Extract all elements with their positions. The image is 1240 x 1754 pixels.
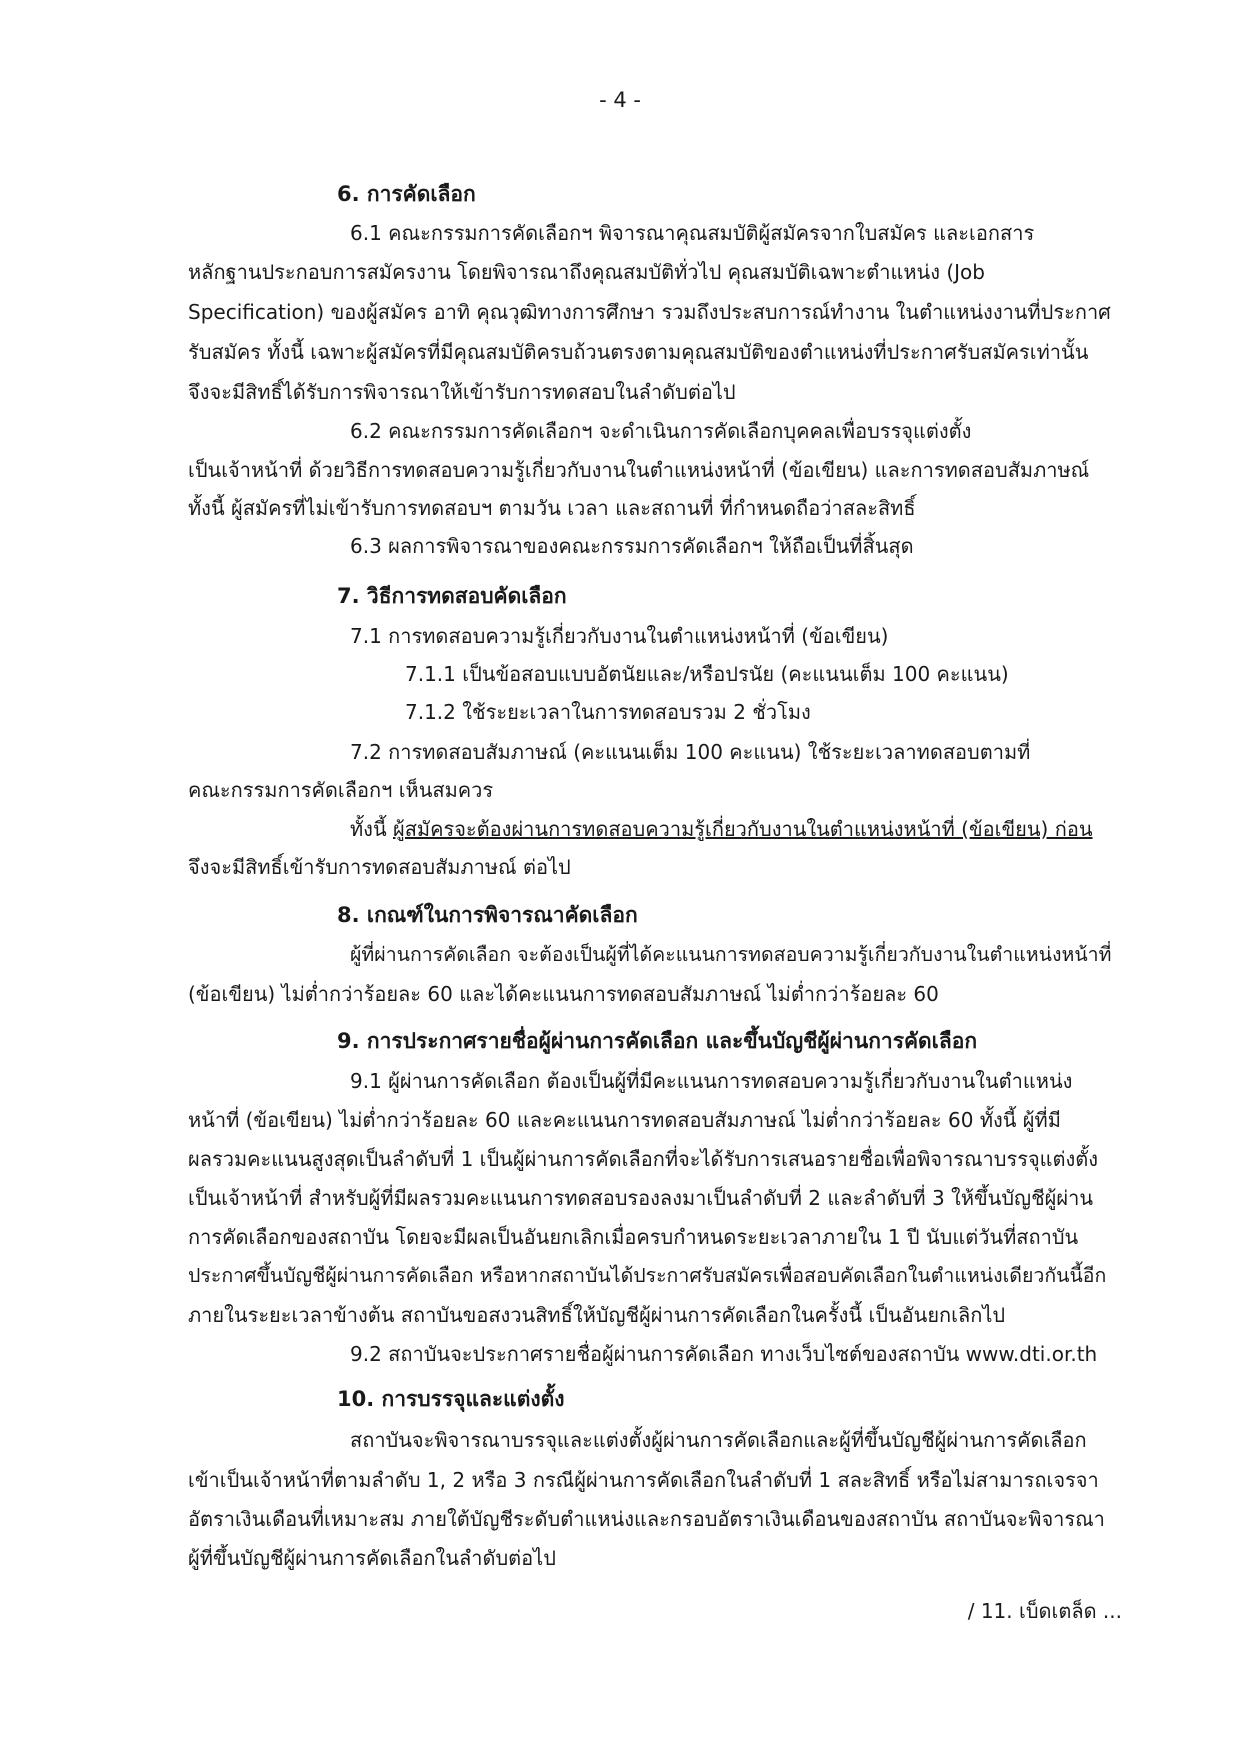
page-number: - 4 -	[599, 88, 641, 112]
s10-line2: เข้าเป็นเจ้าหน้าที่ตามลำดับ 1, 2 หรือ 3 กรณีผู้ผ่านการคัดเลือกในลำดับที่ 1 สละสิทธิ์ หรือไม่สามารถเจรจา	[188, 1468, 1099, 1492]
s9-p1-line3: ผลรวมคะแนนสูงสุดเป็นลำดับที่ 1 เป็นผู้ผ่านการคัดเลือกที่จะได้รับการเสนอรายชื่อเพื่อพิจารณาบรรจุแต่งตั้ง	[188, 1147, 1099, 1171]
s7-note-prefix: ทั้งนี้	[350, 817, 393, 841]
s6-p2-line1: 6.2 คณะกรรมการคัดเลือกฯ จะดำเนินการคัดเลือกบุคคลเพื่อบรรจุแต่งตั้ง	[350, 419, 972, 443]
s6-p2-line3: ทั้งนี้ ผู้สมัครที่ไม่เข้ารับการทดสอบฯ ตามวัน เวลา และสถานที่ ที่กำหนดถือว่าสละสิทธิ์	[188, 496, 916, 520]
section-8-title: 8. เกณฑ์ในการพิจารณาคัดเลือก	[337, 903, 638, 927]
s6-p1-line3: Specification) ของผู้สมัคร อาทิ คุณวุฒิทางการศึกษา รวมถึงประสบการณ์ทำงาน ในตำแหน่งงานที่ประกาศ	[188, 300, 1111, 324]
s6-p1-line2: หลักฐานประกอบการสมัครงาน โดยพิจารณาถึงคุณสมบัติทั่วไป คุณสมบัติเฉพาะตำแหน่ง (Job	[188, 260, 985, 284]
s7-item-7-2-line2: คณะกรรมการคัดเลือกฯ เห็นสมควร	[188, 778, 494, 802]
s9-p2: 9.2 สถาบันจะประกาศรายชื่อผู้ผ่านการคัดเลือก ทางเว็บไซต์ของสถาบัน www.dti.or.th	[350, 1342, 1098, 1366]
s6-p3: 6.3 ผลการพิจารณาของคณะกรรมการคัดเลือกฯ ให้ถือเป็นที่สิ้นสุด	[350, 534, 914, 558]
section-7-title: 7. วิธีการทดสอบคัดเลือก	[337, 584, 567, 608]
s7-item-7-1-2: 7.1.2 ใช้ระยะเวลาในการทดสอบรวม 2 ชั่วโมง	[405, 700, 811, 724]
s9-p1-line7: ภายในระยะเวลาข้างต้น สถาบันขอสงวนสิทธิ์ให้บัญชีผู้ผ่านการคัดเลือกในครั้งนี้ เป็นอันยกเลิกไป	[188, 1303, 1006, 1327]
s10-line4: ผู้ที่ขึ้นบัญชีผู้ผ่านการคัดเลือกในลำดับต่อไป	[188, 1546, 556, 1570]
s6-p1-line4: รับสมัคร ทั้งนี้ เฉพาะผู้สมัครที่มีคุณสมบัติครบถ้วนตรงตามคุณสมบัติของตำแหน่งที่ประกาศรับสมัครเท่านั้น	[188, 340, 1089, 364]
s9-p1-line6: ประกาศขึ้นบัญชีผู้ผ่านการคัดเลือก หรือหากสถาบันได้ประกาศรับสมัครเพื่อสอบคัดเลือกในตำแหน่งเดียวกันนี้อีก	[188, 1264, 1107, 1287]
s7-note-line2: จึงจะมีสิทธิ์เข้ารับการทดสอบสัมภาษณ์ ต่อไป	[188, 855, 571, 879]
s7-item-7-2-line1: 7.2 การทดสอบสัมภาษณ์ (คะแนนเต็ม 100 คะแนน) ใช้ระยะเวลาทดสอบตามที่	[350, 740, 1031, 764]
s6-p1-line1: 6.1 คณะกรรมการคัดเลือกฯ พิจารณาคุณสมบัติผู้สมัครจากใบสมัคร และเอกสาร	[350, 221, 1035, 245]
s10-line1: สถาบันจะพิจารณาบรรจุและแต่งตั้งผู้ผ่านการคัดเลือกและผู้ที่ขึ้นบัญชีผู้ผ่านการคัดเลือก	[350, 1428, 1087, 1452]
s8-line2: (ข้อเขียน) ไม่ต่ำกว่าร้อยละ 60 และได้คะแนนการทดสอบสัมภาษณ์ ไม่ต่ำกว่าร้อยละ 60	[188, 982, 939, 1006]
section-6-title: 6. การคัดเลือก	[337, 182, 476, 206]
s6-p1-line5: จึงจะมีสิทธิ์ได้รับการพิจารณาให้เข้ารับการทดสอบในลำดับต่อไป	[188, 380, 736, 404]
s7-item-7-1-1: 7.1.1 เป็นข้อสอบแบบอัตนัยและ/หรือปรนัย (คะแนนเต็ม 100 คะแนน)	[405, 662, 1009, 686]
s10-line3: อัตราเงินเดือนที่เหมาะสม ภายใต้บัญชีระดับตำแหน่งและกรอบอัตราเงินเดือนของสถาบัน สถาบันจะพิจารณา	[188, 1507, 1105, 1531]
s6-p2-line2: เป็นเจ้าหน้าที่ ด้วยวิธีการทดสอบความรู้เกี่ยวกับงานในตำแหน่งหน้าที่ (ข้อเขียน) และการทดสอบสัมภาษณ์	[188, 458, 1090, 482]
section-10-title: 10. การบรรจุและแต่งตั้ง	[337, 1387, 565, 1411]
s9-p1-line4: เป็นเจ้าหน้าที่ สำหรับผู้ที่มีผลรวมคะแนนการทดสอบรองลงมาเป็นลำดับที่ 2 และลำดับที่ 3 ให้ขึ้นบัญชีผู้ผ่าน	[188, 1186, 1093, 1210]
s9-p1-line5: การคัดเลือกของสถาบัน โดยจะมีผลเป็นอันยกเลิกเมื่อครบกำหนดระยะเวลาภายใน 1 ปี นับแต่วันที่สถาบัน	[188, 1225, 1079, 1249]
s7-note-line1	[350, 813, 1093, 845]
footer-continuation: / 11. เบ็ดเตล็ด ...	[967, 1599, 1122, 1623]
s7-item-7-1: 7.1 การทดสอบความรู้เกี่ยวกับงานในตำแหน่งหน้าที่ (ข้อเขียน)	[350, 624, 889, 648]
s9-p1-line1: 9.1 ผู้ผ่านการคัดเลือก ต้องเป็นผู้ที่มีคะแนนการทดสอบความรู้เกี่ยวกับงานในตำแหน่ง	[350, 1069, 1073, 1093]
s9-p1-line2: หน้าที่ (ข้อเขียน) ไม่ต่ำกว่าร้อยละ 60 และคะแนนการทดสอบสัมภาษณ์ ไม่ต่ำกว่าร้อยละ 60 ทั้งนี้ ผู้ที่มี	[188, 1108, 1061, 1132]
s8-line1: ผู้ที่ผ่านการคัดเลือก จะต้องเป็นผู้ที่ได้คะแนนการทดสอบความรู้เกี่ยวกับงานในตำแหน่งหน้าที่	[350, 943, 1112, 966]
s7-note-underlined: ผู้สมัครจะต้องผ่านการทดสอบความรู้เกี่ยวกับงานในตำแหน่งหน้าที่ (ข้อเขียน) ก่อน	[392, 817, 1093, 841]
section-9-title: 9. การประกาศรายชื่อผู้ผ่านการคัดเลือก และขึ้นบัญชีผู้ผ่านการคัดเลือก	[337, 1029, 978, 1053]
